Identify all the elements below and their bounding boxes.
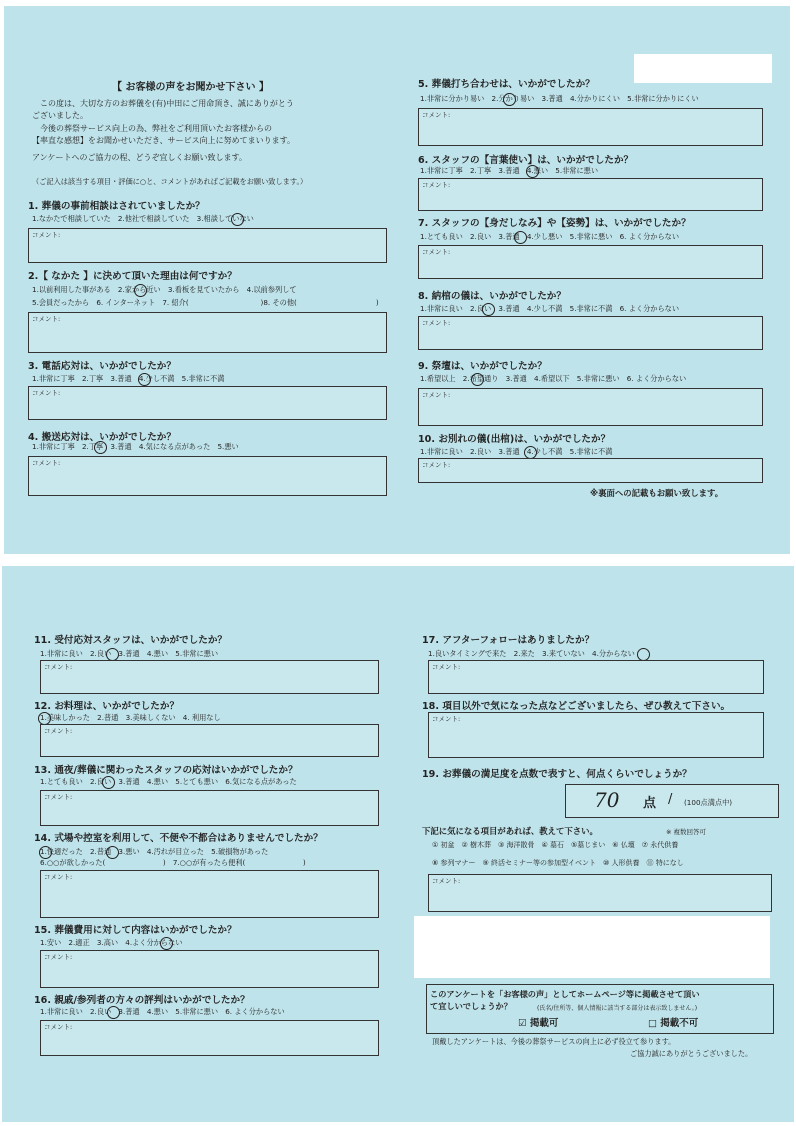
q14-answer-circle-2	[106, 846, 119, 859]
publish-ng-checkbox[interactable]: □ 掲載不可	[648, 1018, 699, 1029]
q15-title: 15. 葬儀費用に対して内容はいかがでしたか？	[34, 925, 237, 936]
q15-answer-circle	[160, 937, 173, 950]
footer-line-1: 頂戴したアンケートは、今後の葬祭サービスの向上に必ず役立て参ります。	[432, 1037, 676, 1046]
q2-title: 2.【 なかた 】に決めて頂いた理由は何ですか？	[28, 271, 237, 282]
q16-options: 1.非常に良い 2.良い 3.普通 4.悪い 5.非常に悪い 6. よく分からない	[40, 1007, 285, 1016]
q2-comment-box[interactable]	[28, 312, 387, 353]
items-line-2: ⑧ 参列マナー ⑨ 終活セミナー等の参加型イベント ⑩ 人形供養 ⑪ 特になし	[432, 859, 684, 867]
q2-options-1: 1.以前利用した事がある 2.家から近い 3.看板を見ていたから 4.以前参列して	[32, 285, 297, 294]
q19-max-note: (100点満点中)	[684, 798, 733, 807]
intro-line-1: この度は、大切な方のお葬儀を(有)中田にご用命頂き、誠にありがとう	[40, 99, 294, 108]
publish-privacy-note: (氏名/住所等、個人情報に該当する部分は表示致しません。)	[537, 1005, 698, 1012]
comment-label: コメント:	[44, 793, 73, 801]
comment-label: コメント:	[44, 1023, 73, 1031]
survey-title: 【 お客様の声をお聞かせ下さい 】	[112, 82, 269, 93]
q13-title: 13. 通夜/葬儀に関わったスタッフの応対はいかがでしたか？	[34, 765, 298, 776]
q14-options-2: 6.○○が欲しかった( ) 7.○○が有ったら便利( )	[40, 858, 306, 867]
comment-label: コメント:	[44, 727, 73, 735]
q1-title: 1. 葬儀の事前相談はされていましたか？	[28, 201, 205, 212]
q19-point-label: 点	[643, 796, 657, 811]
q5-options: 1.非常に分かり易い 2.分かり易い 3.普通 4.分かりにくい 5.非常に分かりにくい	[420, 94, 699, 103]
publish-ok-checkbox[interactable]: ☑ 掲載可	[518, 1018, 559, 1029]
intro-note: （ご記入は該当する項目・評価に○と、コメントがあればご記載をお願い致します。）	[32, 177, 308, 186]
comment-label: コメント:	[44, 953, 73, 961]
q6-options: 1.非常に丁寧 2.丁寧 3.普通 4.悪い 5.非常に悪い	[420, 166, 599, 175]
q19-slash: /	[668, 792, 673, 807]
q3-title: 3. 電話応対は、いかがでしたか？	[28, 361, 176, 372]
q16-answer-circle	[107, 1006, 120, 1019]
comment-label: コメント:	[32, 231, 61, 239]
q4-options: 1.非常に丁寧 2.丁寧 3.普通 4.気になる点があった 5.悪い	[32, 442, 239, 451]
q8-options: 1.非常に良い 2.良い 3.普通 4.少し不満 5.非常に不満 6. よく分からない	[420, 304, 680, 313]
items-comment-box[interactable]	[428, 874, 772, 912]
q9-comment-box[interactable]	[418, 388, 763, 426]
q4-title: 4. 搬送応対は、いかがでしたか？	[28, 432, 176, 443]
q7-comment-box[interactable]	[418, 245, 763, 279]
q12-comment-box[interactable]	[40, 724, 379, 757]
comment-label: コメント:	[422, 319, 451, 327]
publish-line-2: て宜しいでしょうか？	[430, 1001, 512, 1011]
comment-label: コメント:	[422, 461, 451, 469]
q6-comment-box[interactable]	[418, 178, 763, 211]
q15-comment-box[interactable]	[40, 950, 379, 988]
q7-title: 7. スタッフの【身だしなみ】や【姿勢】は、いかがでしたか？	[418, 218, 691, 229]
comment-label: コメント:	[422, 181, 451, 189]
q9-title: 9. 祭壇は、いかがでしたか？	[418, 361, 547, 372]
q1-comment-box[interactable]	[28, 228, 387, 263]
q2-answer-circle	[134, 284, 147, 297]
q4-answer-circle	[94, 441, 107, 454]
intro-line-4: 【率直な感想】をお聞かせいただき、サービス向上に努めてまいります。	[32, 136, 296, 145]
q16-comment-box[interactable]	[40, 1020, 379, 1056]
q18-title: 18. 項目以外で気になった点などございましたら、ぜひ教えて下さい。	[422, 701, 731, 712]
q5-answer-circle	[503, 93, 516, 106]
q11-comment-box[interactable]	[40, 660, 379, 694]
comment-label: コメント:	[432, 877, 461, 885]
intro-line-3: 今後の葬祭サービス向上の為、弊社をご利用頂いたお客様からの	[40, 124, 272, 133]
q18-comment-box[interactable]	[428, 712, 764, 758]
intro-line-2: ございました。	[32, 111, 88, 120]
q1-options: 1.なかたで相談していた 2.他社で相談していた 3.相談していない	[32, 214, 254, 223]
q10-options: 1.非常に良い 2.良い 3.普通 4.少し不満 5.非常に不満	[420, 447, 613, 456]
q8-comment-box[interactable]	[418, 316, 763, 350]
q19-title: 19. お葬儀の満足度を点数で表すと、何点くらいでしょうか？	[422, 769, 692, 780]
q1-answer-circle	[231, 213, 244, 226]
comment-label: コメント:	[32, 459, 61, 467]
redaction-bottom	[414, 916, 770, 978]
redaction-top	[634, 54, 772, 83]
q5-comment-box[interactable]	[418, 108, 763, 146]
q15-options: 1.安い 2.適正 3.高い 4.よく分からない	[40, 938, 183, 947]
q9-answer-circle	[471, 373, 484, 386]
comment-label: コメント:	[422, 248, 451, 256]
q14-comment-box[interactable]	[40, 870, 379, 918]
q3-answer-circle	[138, 373, 151, 386]
q19-score-value: 70	[594, 788, 620, 812]
comment-label: コメント:	[432, 663, 461, 671]
q9-options: 1.希望以上 2.希望通り 3.普通 4.希望以下 5.非常に悪い 6. よく分からない	[420, 374, 687, 383]
q8-title: 8. 納棺の儀は、いかがでしたか？	[418, 291, 566, 302]
footer-line-2: ご協力誠にありがとうございました。	[630, 1049, 753, 1058]
q10-comment-box[interactable]	[418, 458, 763, 483]
q17-title: 17. アフターフォローはありましたか？	[422, 635, 595, 646]
back-page-note: ※裏面への記載もお願い致します。	[590, 488, 724, 498]
q13-comment-box[interactable]	[40, 790, 379, 826]
comment-label: コメント:	[432, 715, 461, 723]
publish-line-1: このアンケートを「お客様の声」としてホームページ等に掲載させて頂い	[430, 989, 700, 999]
q14-answer-circle-1	[39, 846, 52, 859]
q13-answer-circle	[102, 776, 115, 789]
q13-options: 1.とても良い 2.良い 3.普通 4.悪い 5.とても悪い 6.気になる点があった	[40, 777, 297, 786]
items-multiple-note: ※ 複数回答可	[666, 828, 707, 836]
q17-comment-box[interactable]	[428, 660, 764, 694]
comment-label: コメント:	[44, 873, 73, 881]
comment-label: コメント:	[32, 389, 61, 397]
q17-options: 1.良いタイミングで来た 2.来た 3.来ていない 4.分からない	[428, 649, 635, 658]
q3-comment-box[interactable]	[28, 386, 387, 420]
comment-label: コメント:	[44, 663, 73, 671]
q7-answer-circle	[514, 231, 527, 244]
q5-title: 5. 葬儀打ち合わせは、いかがでしたか？	[418, 79, 595, 90]
q7-options: 1.とても良い 2.良い 3.普通 4.少し悪い 5.非常に悪い 6. よく分からない	[420, 232, 680, 241]
q3-options: 1.非常に丁寧 2.丁寧 3.普通 4.少し不満 5.非常に不満	[32, 374, 225, 383]
q14-options-1: 1.快適だった 2.普通 3.悪い 4.汚れが目立った 5.破損物があった	[40, 847, 269, 856]
items-intro: 下記に気になる項目があれば、教えて下さい。	[422, 826, 598, 836]
q12-title: 12. お料理は、いかがでしたか？	[34, 701, 180, 712]
q2-options-2: 5.会員だったから 6. インターネット 7. 紹介( )8. その他( )	[32, 298, 379, 307]
intro-line-5: アンケートへのご協力の程、どうぞ宜しくお願い致します。	[32, 153, 247, 162]
q12-options: 1.美味しかった 2.普通 3.美味しくない 4. 利用なし	[40, 713, 221, 722]
items-line-1: ① 初盆 ② 樹木葬 ③ 海洋散骨 ④ 墓石 ⑤墓じまい ⑥ 仏壇 ⑦ 永代供養	[432, 841, 679, 849]
q10-title: 10. お別れの儀(出棺)は、いかがでしたか？	[418, 434, 611, 445]
comment-label: コメント:	[422, 111, 451, 119]
q4-comment-box[interactable]	[28, 456, 387, 496]
q6-title: 6. スタッフの【言葉使い】は、いかがでしたか？	[418, 155, 634, 166]
q11-title: 11. 受付応対スタッフは、いかがでしたか？	[34, 635, 228, 646]
q14-title: 14. 式場や控室を利用して、不便や不都合はありませんでしたか？	[34, 833, 323, 844]
q6-answer-circle	[526, 165, 539, 178]
comment-label: コメント:	[32, 315, 61, 323]
q16-title: 16. 親戚/参列者の方々の評判はいかがでしたか？	[34, 995, 250, 1006]
q11-options: 1.非常に良い 2.良い 3.普通 4.悪い 5.非常に悪い	[40, 649, 219, 658]
comment-label: コメント:	[422, 391, 451, 399]
q8-answer-circle	[482, 303, 495, 316]
